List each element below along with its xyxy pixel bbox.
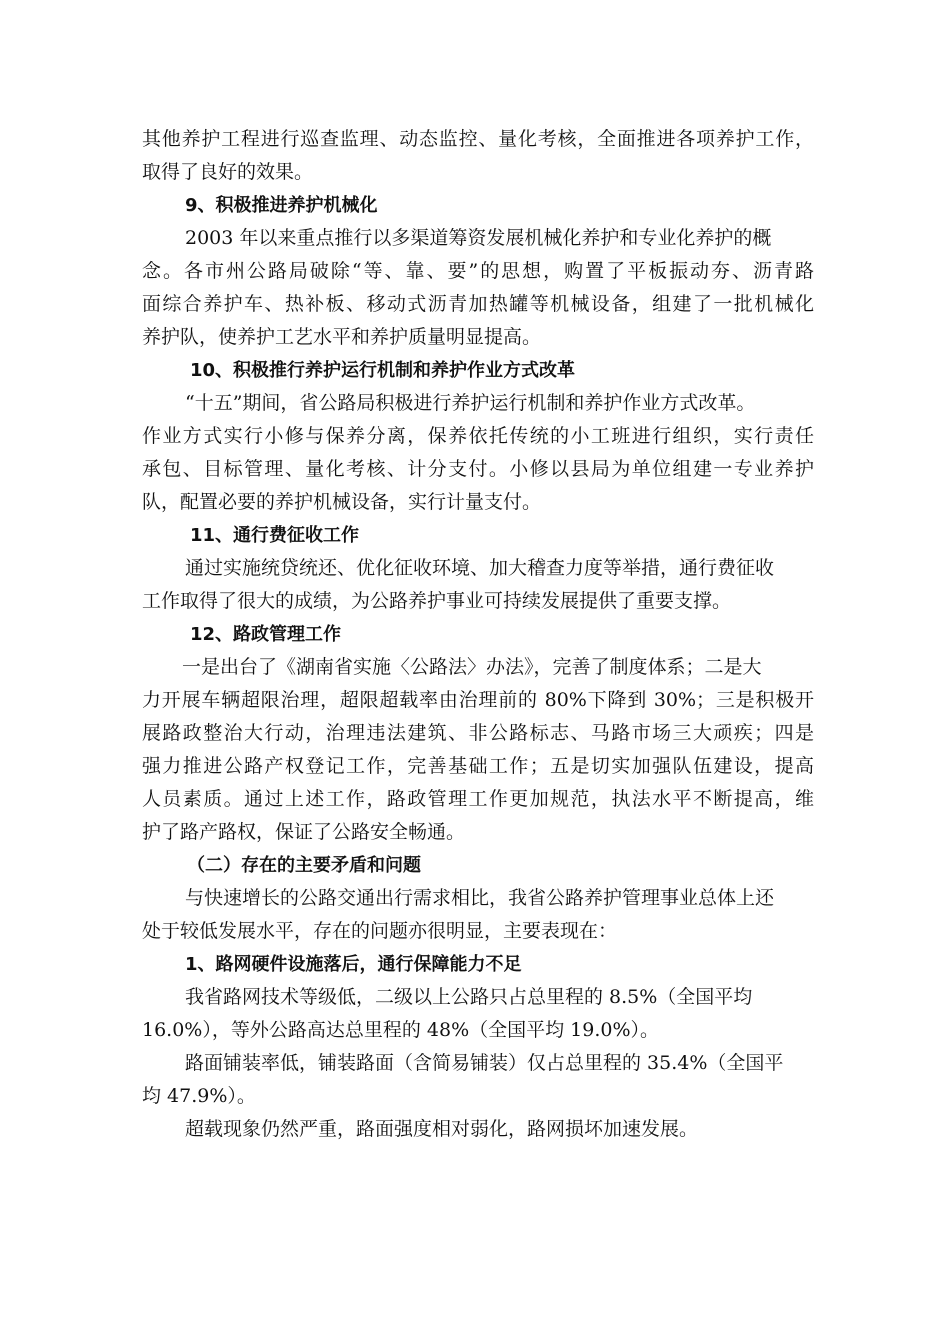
paragraph-line: 念。各市州公路局破除“等、靠、要”的思想，购置了平板振动夯、沥青路 — [142, 260, 814, 282]
paragraph-line: 队，配置必要的养护机械设备，实行计量支付。 — [142, 491, 542, 513]
paragraph-line: 我省路网技术等级低，二级以上公路只占总里程的 8.5%（全国平均 — [185, 986, 753, 1008]
paragraph-line: 护了路产路权，保证了公路安全畅通。 — [142, 821, 466, 843]
section-heading: 12、路政管理工作 — [190, 624, 342, 645]
paragraph-line: “十五”期间，省公路局积极进行养护运行机制和养护作业方式改革。 — [185, 392, 756, 414]
paragraph-line: 取得了良好的效果。 — [142, 161, 314, 183]
section-heading: 10、积极推行养护运行机制和养护作业方式改革 — [190, 360, 576, 381]
section-heading: （二）存在的主要矛盾和问题 — [187, 855, 421, 876]
paragraph-line: 路面铺装率低，铺装路面（含简易铺装）仅占总里程的 35.4%（全国平 — [185, 1052, 784, 1074]
paragraph-line: 力开展车辆超限治理，超限超载率由治理前的 80%下降到 30%；三是积极开 — [142, 689, 814, 711]
paragraph-line: 16.0%），等外公路高达总里程的 48%（全国平均 19.0%）。 — [142, 1019, 660, 1041]
paragraph-line: 强力推进公路产权登记工作，完善基础工作；五是切实加强队伍建设，提高 — [142, 755, 814, 777]
paragraph-line: 一是出台了《湖南省实施〈公路法〉办法》，完善了制度体系；二是大 — [182, 656, 762, 678]
paragraph-line: 与快速增长的公路交通出行需求相比，我省公路养护管理事业总体上还 — [185, 887, 775, 909]
paragraph-line: 养护队，使养护工艺水平和养护质量明显提高。 — [142, 326, 542, 348]
paragraph-line: 超载现象仍然严重，路面强度相对弱化，路网损坏加速发展。 — [185, 1118, 699, 1140]
paragraph-line: 通过实施统贷统还、优化征收环境、加大稽查力度等举措，通行费征收 — [185, 557, 775, 579]
paragraph-line: 承包、目标管理、量化考核、计分支付。小修以县局为单位组建一专业养护 — [142, 458, 814, 480]
paragraph-line: 其他养护工程进行巡查监理、动态监控、量化考核，全面推进各项养护工作， — [142, 128, 814, 150]
paragraph-line: 工作取得了很大的成绩，为公路养护事业可持续发展提供了重要支撑。 — [142, 590, 732, 612]
paragraph-line: 展路政整治大行动，治理违法建筑、非公路标志、马路市场三大顽疾；四是 — [142, 722, 814, 744]
section-heading: 11、通行费征收工作 — [190, 525, 360, 546]
paragraph-line: 作业方式实行小修与保养分离，保养依托传统的小工班进行组织，实行责任 — [142, 425, 814, 447]
paragraph-line: 处于较低发展水平，存在的问题亦很明显，主要表现在： — [142, 920, 618, 942]
section-heading: 9、积极推进养护机械化 — [185, 195, 378, 216]
paragraph-line: 均 47.9%）。 — [142, 1085, 256, 1107]
paragraph-line: 2003 年以来重点推行以多渠道筹资发展机械化养护和专业化养护的概 — [185, 227, 772, 249]
paragraph-line: 面综合养护车、热补板、移动式沥青加热罐等机械设备，组建了一批机械化 — [142, 293, 814, 315]
paragraph-line: 人员素质。通过上述工作，路政管理工作更加规范，执法水平不断提高，维 — [142, 788, 814, 810]
section-heading: 1、路网硬件设施落后，通行保障能力不足 — [185, 954, 522, 975]
